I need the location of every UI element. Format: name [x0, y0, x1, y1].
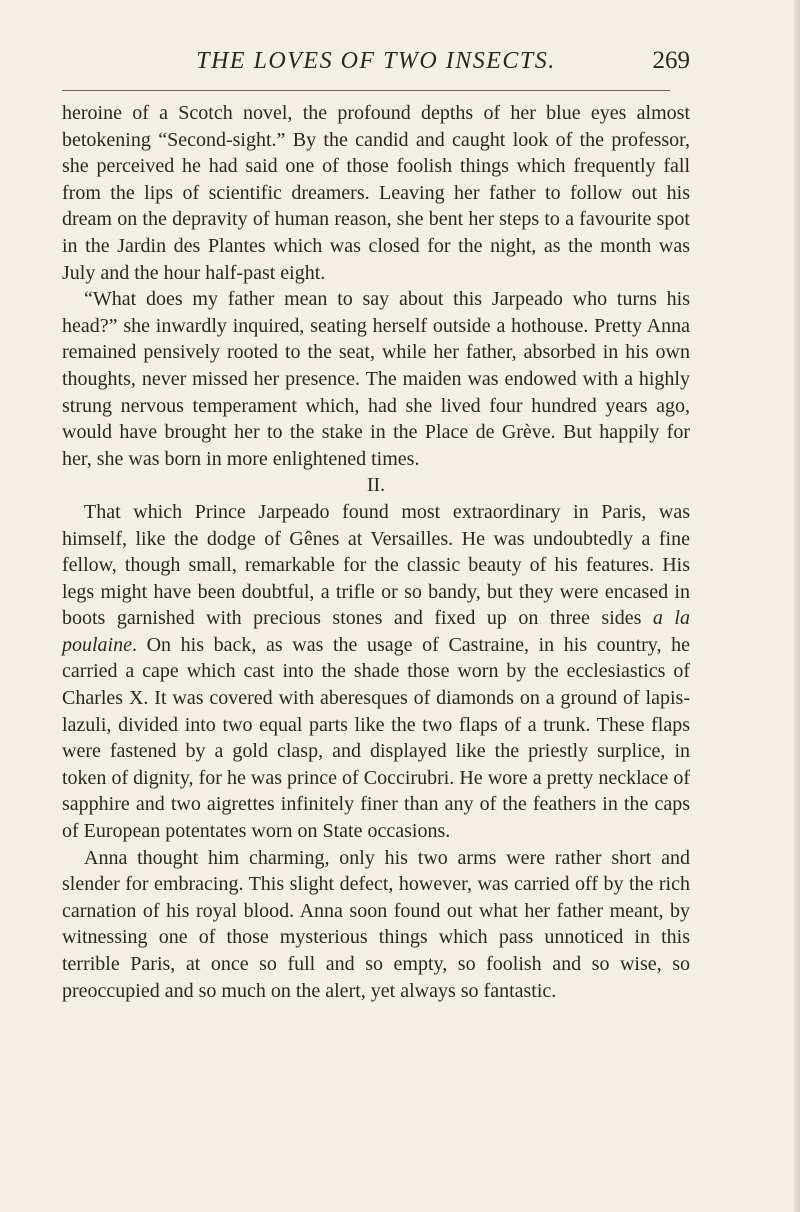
paragraph-3 — [62, 499, 690, 845]
italic-phrase: a la poulaine — [62, 607, 690, 656]
page-header — [62, 44, 690, 78]
page-number: 269 — [652, 47, 690, 74]
paragraph-1: heroine of a Scotch novel, the profound depths of her blue eyes almost betokening “Second-sight.” By the candid and caught look of the professor, she perceived he had said one of those foolish things which frequently fall from the lips of scientific dreamers. Leaving her father to follow out his dream on the depravity of human reason, she bent her steps to a favourite spot in the Jardin des Plantes which was closed for the night, as the month was July and the hour half-past eight. — [62, 102, 690, 284]
paragraph-3-part-2: . On his back, as was the usage of Castraine, in his country, he carried a cape which cast into the shade those worn by the ecclesiastics of Charles X. It was covered with aberesques of diamonds on a ground of lapis-lazuli, divided into two equal parts like the two flaps of a trunk. These flaps were fastened by a gold clasp, and displayed like the priestly surplice, in token of dignity, for he was prince of Coccirubri. He wore a pretty necklace of sapphire and two aigrettes infinitely finer than any of the feathers in the caps of European potentates worn on State occasions. — [62, 633, 690, 843]
page-edge-shadow — [794, 0, 800, 1212]
paragraph-2: “What does my father mean to say about this Jarpeado who turns his head?” she inwardly inquired, seating herself outside a hothouse. Pretty Anna remained pensively rooted to the seat, while her father, absorbed in his own thoughts, never missed her presence. The maiden was endowed with a highly strung nervous temperament which, had she lived four hundred years ago, would have brought her to the stake in the Place de Grève. But happily for her, she was born in more enlightened times. — [62, 288, 690, 470]
running-title: THE LOVES OF TWO INSECTS. — [196, 48, 556, 74]
paragraph-4: Anna thought him charming, only his two arms were rather short and slender for embracing. This slight defect, however, was carried off by the rich carnation of his royal blood. Anna soon found out what her father meant, by witnessing one of those mysterious things which pass unnoticed in this terrible Paris, at once so full and so empty, so foolish and so wise, so preoccupied and so much on the alert, yet always so fantastic. — [62, 846, 690, 1002]
paragraph-3-part-1: That which Prince Jarpeado found most extraordinary in Paris, was himself, like the dodge of Gênes at Versailles. He was undoubtedly a fine fellow, though small, remarkable for the classic beauty of his features. His legs might have been doubtful, a trifle or so bandy, but they were encased in boots garnished with precious stones and fixed up on three sides — [62, 500, 690, 630]
body-text — [62, 100, 690, 1004]
header-rule — [62, 90, 670, 91]
section-number: II. — [366, 474, 386, 497]
